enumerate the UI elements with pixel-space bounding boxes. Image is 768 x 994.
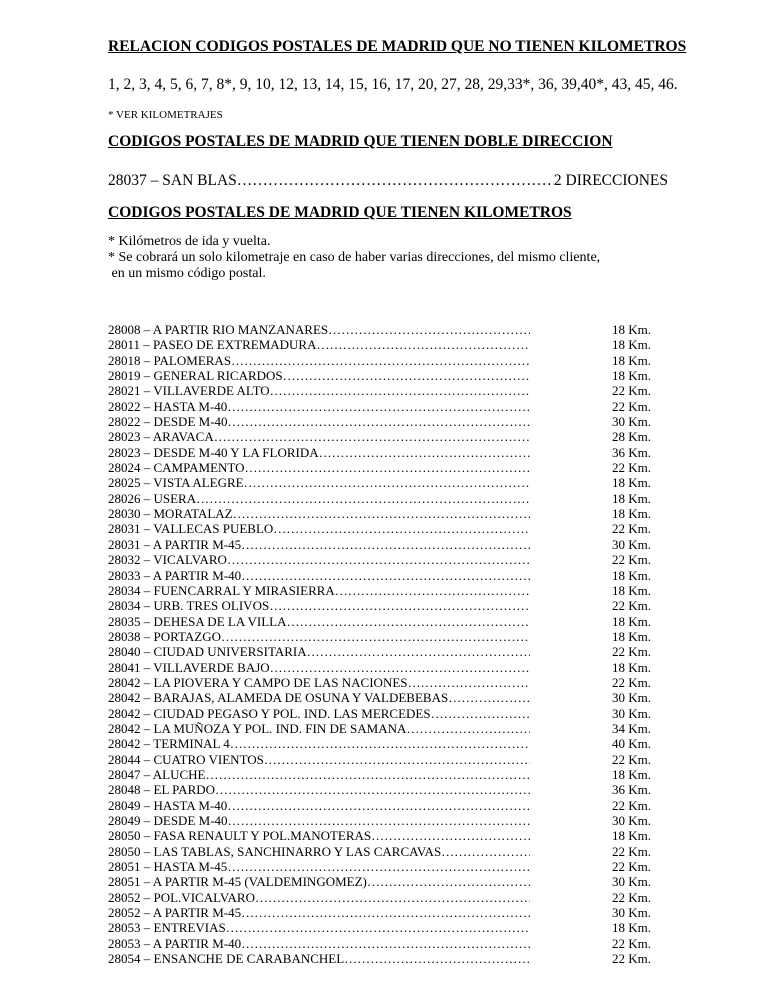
list-item xyxy=(108,598,668,613)
postal-code-area: 28041 – VILLAVERDE BAJO xyxy=(108,659,270,675)
list-item xyxy=(108,353,668,368)
leader-dots xyxy=(241,537,530,552)
kilometers: 18 Km. xyxy=(612,628,651,644)
postal-code-area: 28049 – HASTA M-40 xyxy=(108,797,228,813)
leader-dots xyxy=(228,813,530,828)
kilometers: 22 Km. xyxy=(612,398,651,414)
postal-code-area: 28025 – VISTA ALEGRE xyxy=(108,475,244,491)
leader-dots xyxy=(408,675,530,690)
postal-code-area: 28053 – A PARTIR M-40 xyxy=(108,935,242,951)
list-item xyxy=(108,445,668,460)
leader-dots xyxy=(241,936,530,951)
list-item xyxy=(108,368,668,383)
list-item xyxy=(108,460,668,475)
list-item xyxy=(108,752,668,767)
list-item xyxy=(108,383,668,398)
kilometers: 22 Km. xyxy=(612,797,651,813)
postal-code-area: 28032 – VICALVARO xyxy=(108,552,227,568)
kilometers: 34 Km. xyxy=(612,720,651,736)
list-item xyxy=(108,721,668,736)
postal-code-area: 28052 – POL.VICALVARO xyxy=(108,889,255,905)
leader-dots xyxy=(441,844,530,859)
kilometers: 22 Km. xyxy=(612,598,651,614)
leader-dots xyxy=(273,521,530,536)
list-item xyxy=(108,920,668,935)
kilometers: 18 Km. xyxy=(612,337,651,353)
list-item xyxy=(108,706,668,721)
list-item xyxy=(108,859,668,874)
kilometers: 18 Km. xyxy=(612,766,651,782)
postal-code-area: 28038 – PORTAZGO xyxy=(108,628,222,644)
postal-code-area: 28042 – CIUDAD PEGASO Y POL. IND. LAS MERCEDES xyxy=(108,705,431,721)
postal-code-area: 28008 – A PARTIR RIO MANZANARES xyxy=(108,322,329,337)
kilometers: 30 Km. xyxy=(612,874,651,890)
postal-code-area: 28051 – A PARTIR M-45 (VALDEMINGOMEZ) xyxy=(108,874,367,890)
leader-dots xyxy=(231,353,530,368)
entry-name: 28037 – SAN BLAS xyxy=(108,172,237,189)
section-title-with-km: CODIGOS POSTALES DE MADRID QUE TIENEN KILOMETROS xyxy=(108,204,572,221)
leader-dots xyxy=(241,568,530,583)
leader-dots xyxy=(226,920,530,935)
kilometers: 30 Km. xyxy=(612,414,651,430)
leader-dots xyxy=(344,951,530,966)
postal-code-area: 28011 – PASEO DE EXTREMADURA xyxy=(108,337,317,353)
leader-dots xyxy=(448,690,530,705)
list-item xyxy=(108,337,668,352)
list-item xyxy=(108,690,668,705)
leader-dots xyxy=(227,798,530,813)
note-ida-vuelta: * Kilómetros de ida y vuelta. xyxy=(108,234,271,249)
leader-dots xyxy=(206,767,531,782)
kilometers: 22 Km. xyxy=(612,460,651,476)
postal-code-area: 28042 – LA PIOVERA Y CAMPO DE LAS NACIONES xyxy=(108,674,408,690)
leader-dots xyxy=(270,383,530,398)
kilometers: 18 Km. xyxy=(612,322,651,337)
postal-code-area: 28050 – LAS TABLAS, SANCHINARRO Y LAS CARCAVAS xyxy=(108,843,442,859)
list-item xyxy=(108,506,668,521)
postal-code-area: 28034 – URB. TRES OLIVOS xyxy=(108,598,270,614)
entry-value: 2 DIRECCIONES xyxy=(553,172,668,189)
leader-dots xyxy=(227,859,530,874)
postal-code-area: 28047 – ALUCHE xyxy=(108,766,206,782)
kilometers: 22 Km. xyxy=(612,552,651,568)
kilometers: 22 Km. xyxy=(612,383,651,399)
list-item xyxy=(108,583,668,598)
kilometers: 18 Km. xyxy=(612,828,651,844)
section-title-double-address: CODIGOS POSTALES DE MADRID QUE TIENEN DOBLE DIRECCION xyxy=(108,133,613,150)
note-same-code: en un mismo código postal. xyxy=(108,266,266,281)
kilometers: 22 Km. xyxy=(612,859,651,875)
postal-code-area: 28021 – VILLAVERDE ALTO xyxy=(108,383,270,399)
double-address-entry xyxy=(108,172,668,190)
postal-code-area: 28031 – A PARTIR M-45 xyxy=(108,536,242,552)
leader-dots xyxy=(215,782,530,797)
list-item xyxy=(108,828,668,843)
kilometers: 18 Km. xyxy=(612,506,651,522)
postal-code-area: 28040 – CIUDAD UNIVERSITARIA xyxy=(108,644,307,660)
kilometers: 18 Km. xyxy=(612,368,651,384)
leader-dots xyxy=(307,644,530,659)
postal-code-area: 28022 – DESDE M-40 xyxy=(108,414,228,430)
leader-dots xyxy=(244,475,530,490)
kilometers: 30 Km. xyxy=(612,905,651,921)
postal-code-area: 28024 – CAMPAMENTO xyxy=(108,460,245,476)
leader-dots xyxy=(431,706,530,721)
note-single-km: * Se cobrará un solo kilometraje en caso de haber varias direcciones, del mismo cliente, xyxy=(108,250,601,265)
leader-dots xyxy=(319,445,530,460)
leader-dots xyxy=(335,583,530,598)
leader-dots xyxy=(371,828,530,843)
kilometers: 30 Km. xyxy=(612,813,651,828)
leader-dots xyxy=(230,736,530,751)
kilometers: 18 Km. xyxy=(612,475,651,491)
postal-code-area: 28022 – HASTA M-40 xyxy=(108,398,228,414)
leader-dots xyxy=(221,629,530,644)
leader-dots xyxy=(283,368,530,383)
list-item xyxy=(108,767,668,782)
postal-code-area: 28054 – ENSANCHE DE CARABANCHEL xyxy=(108,951,345,967)
list-item xyxy=(108,951,668,966)
list-item xyxy=(108,629,668,644)
list-item xyxy=(108,874,668,889)
list-item xyxy=(108,905,668,920)
list-item xyxy=(108,844,668,859)
postal-code-area: 28042 – TERMINAL 4 xyxy=(108,736,230,752)
postal-code-area: 28031 – VALLECAS PUEBLO xyxy=(108,521,274,537)
postal-code-area: 28051 – HASTA M-45 xyxy=(108,859,228,875)
leader-dots xyxy=(237,172,554,190)
kilometers: 18 Km. xyxy=(612,490,651,506)
kilometers: 18 Km. xyxy=(612,582,651,598)
kilometers: 28 Km. xyxy=(612,429,651,445)
kilometers: 30 Km. xyxy=(612,705,651,721)
list-item xyxy=(108,568,668,583)
leader-dots xyxy=(367,874,530,889)
note-ver-kilometrajes: * VER KILOMETRAJES xyxy=(108,109,223,121)
postal-code-area: 28048 – EL PARDO xyxy=(108,782,216,798)
km-list xyxy=(108,322,668,966)
kilometers: 18 Km. xyxy=(612,352,651,368)
codes-without-km: 1, 2, 3, 4, 5, 6, 7, 8*, 9, 10, 12, 13, 14, 15, 16, 17, 20, 27, 28, 29,33*, 36, 39,40*, 43, 45, 46. xyxy=(108,76,678,93)
leader-dots xyxy=(287,614,530,629)
postal-code-area: 28050 – FASA RENAULT Y POL.MANOTERAS xyxy=(108,828,372,844)
kilometers: 30 Km. xyxy=(612,690,651,706)
list-item xyxy=(108,782,668,797)
leader-dots xyxy=(264,752,530,767)
list-item xyxy=(108,552,668,567)
kilometers: 18 Km. xyxy=(612,920,651,936)
postal-code-area: 28035 – DEHESA DE LA VILLA xyxy=(108,613,287,629)
postal-code-area: 28042 – BARAJAS, ALAMEDA DE OSUNA Y VALDEBEBAS xyxy=(108,690,449,706)
leader-dots xyxy=(255,890,530,905)
kilometers: 18 Km. xyxy=(612,567,651,583)
postal-code-area: 28053 – ENTREVIAS xyxy=(108,920,226,936)
leader-dots xyxy=(228,414,530,429)
list-item xyxy=(108,644,668,659)
kilometers: 22 Km. xyxy=(612,644,651,660)
list-item xyxy=(108,936,668,951)
postal-code-area: 28026 – USERA xyxy=(108,490,197,506)
list-item xyxy=(108,660,668,675)
list-item xyxy=(108,537,668,552)
postal-code-area: 28052 – A PARTIR M-45 xyxy=(108,905,242,921)
kilometers: 30 Km. xyxy=(612,536,651,552)
kilometers: 40 Km. xyxy=(612,736,651,752)
postal-code-area: 28033 – A PARTIR M-40 xyxy=(108,567,242,583)
kilometers: 22 Km. xyxy=(612,889,651,905)
leader-dots xyxy=(241,905,530,920)
leader-dots xyxy=(269,598,530,613)
list-item xyxy=(108,429,668,444)
postal-code-area: 28034 – FUENCARRAL Y MIRASIERRA xyxy=(108,582,335,598)
kilometers: 22 Km. xyxy=(612,843,651,859)
postal-code-area: 28049 – DESDE M-40 xyxy=(108,813,228,828)
postal-code-area: 28019 – GENERAL RICARDOS xyxy=(108,368,283,384)
list-item xyxy=(108,614,668,629)
leader-dots xyxy=(214,429,530,444)
kilometers: 18 Km. xyxy=(612,613,651,629)
kilometers: 22 Km. xyxy=(612,521,651,537)
kilometers: 36 Km. xyxy=(612,444,651,460)
postal-code-area: 28044 – CUATRO VIENTOS xyxy=(108,751,264,767)
kilometers: 22 Km. xyxy=(612,951,651,967)
postal-code-area: 28042 – LA MUÑOZA Y POL. IND. FIN DE SAMANA xyxy=(108,720,407,736)
leader-dots xyxy=(245,460,530,475)
leader-dots xyxy=(406,721,530,736)
postal-code-area: 28023 – ARAVACA xyxy=(108,429,214,445)
list-item xyxy=(108,675,668,690)
leader-dots xyxy=(196,491,530,506)
postal-code-area: 28018 – PALOMERAS xyxy=(108,352,232,368)
leader-dots xyxy=(233,506,530,521)
list-item xyxy=(108,414,668,429)
section-title-no-km: RELACION CODIGOS POSTALES DE MADRID QUE NO TIENEN KILOMETROS xyxy=(108,38,687,55)
leader-dots xyxy=(270,660,530,675)
leader-dots xyxy=(227,399,530,414)
kilometers: 22 Km. xyxy=(612,751,651,767)
kilometers: 22 Km. xyxy=(612,935,651,951)
list-item xyxy=(108,798,668,813)
list-item xyxy=(108,890,668,905)
list-item xyxy=(108,521,668,536)
kilometers: 36 Km. xyxy=(612,782,651,798)
postal-code-area: 28030 – MORATALAZ xyxy=(108,506,233,522)
list-item xyxy=(108,322,668,337)
postal-code-area: 28023 – DESDE M-40 Y LA FLORIDA xyxy=(108,444,319,460)
leader-dots xyxy=(227,552,530,567)
kilometers: 22 Km. xyxy=(612,674,651,690)
list-item xyxy=(108,736,668,751)
list-item xyxy=(108,491,668,506)
kilometers: 18 Km. xyxy=(612,659,651,675)
list-item xyxy=(108,475,668,490)
leader-dots xyxy=(328,322,530,337)
list-item xyxy=(108,399,668,414)
list-item xyxy=(108,813,668,828)
leader-dots xyxy=(317,337,531,352)
